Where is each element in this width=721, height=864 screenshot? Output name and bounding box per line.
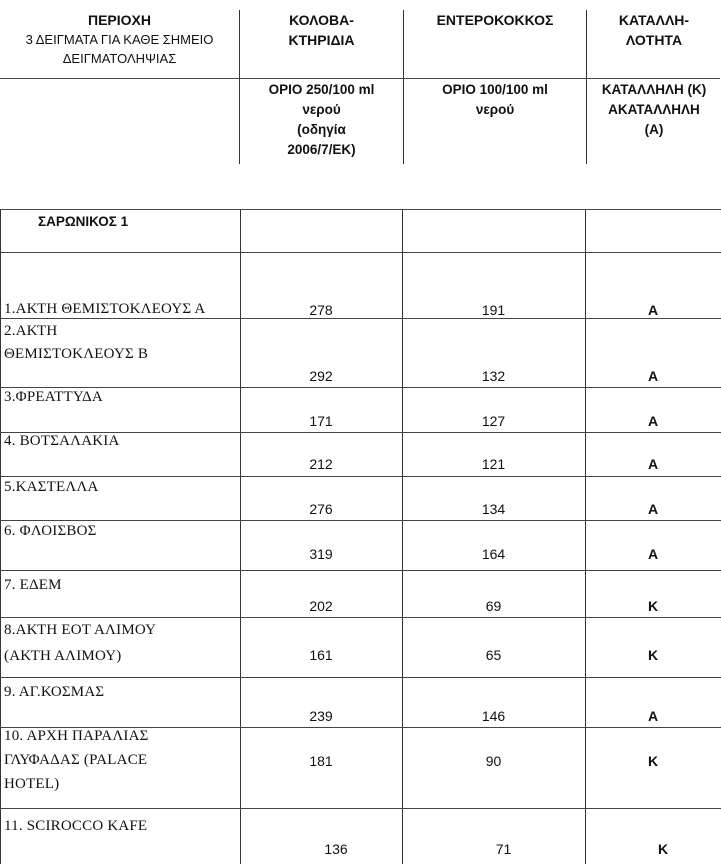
coliforms-limit-line: (οδηγία bbox=[297, 122, 346, 137]
table-row-rule bbox=[0, 677, 721, 678]
coliforms-limit-line: νερού bbox=[302, 102, 341, 117]
coliforms-value: 319 bbox=[309, 546, 333, 562]
coliforms-value: 239 bbox=[309, 708, 333, 724]
coliforms-value: 278 bbox=[309, 302, 333, 318]
area-column-subtitle: 3 ΔΕΙΓΜΑΤΑ ΓΙΑ ΚΑΘΕ ΣΗΜΕΙΟ bbox=[25, 32, 214, 47]
coliforms-limit-line: ΟΡΙΟ 250/100 ml bbox=[268, 82, 375, 97]
enterococcus-limit-line: ΟΡΙΟ 100/100 ml bbox=[442, 82, 548, 97]
suitability-value: Κ bbox=[647, 753, 659, 769]
location-name: 7. ΕΔΕΜ bbox=[4, 577, 62, 593]
suitability-value: Α bbox=[647, 546, 659, 562]
suitability-legend-line: ΑΚΑΤΑΛΛΗΛΗ bbox=[608, 102, 700, 117]
location-name: ΓΛΥΦΑΔΑΣ (PALACE bbox=[4, 752, 148, 768]
coliforms-value: 136 bbox=[324, 841, 348, 857]
enterococcus-value: 134 bbox=[481, 501, 506, 517]
location-name: 4. ΒΟΤΣΑΛΑΚΙΑ bbox=[4, 433, 120, 449]
suitability-value: Α bbox=[647, 368, 659, 384]
location-name: ΘΕΜΙΣΤΟΚΛΕΟΥΣ Β bbox=[4, 346, 149, 362]
enterococcus-limit bbox=[404, 80, 586, 120]
area-column-subtitle: ΔΕΙΓΜΑΤΟΛΗΨΙΑΣ bbox=[62, 51, 177, 66]
enterococcus-value: 69 bbox=[485, 598, 502, 614]
table-row-rule bbox=[0, 808, 721, 809]
suitability-value: Κ bbox=[647, 598, 659, 614]
coliforms-limit bbox=[240, 80, 403, 160]
suitability-legend-line: (Α) bbox=[644, 122, 664, 137]
coliforms-limit-line: 2006/7/ΕΚ) bbox=[287, 142, 356, 157]
location-name: 11. SCIROCCO KAFE bbox=[4, 818, 148, 834]
enterococcus-value: 65 bbox=[485, 647, 502, 663]
suitability-column-header bbox=[587, 10, 721, 50]
enterococcus-column-header bbox=[404, 10, 586, 30]
suitability-legend bbox=[587, 80, 721, 140]
enterococcus-value: 146 bbox=[481, 708, 506, 724]
area-column-header bbox=[0, 10, 239, 68]
suitability-value: Α bbox=[647, 413, 659, 429]
coliforms-title-line: ΚΤΗΡΙΔΙΑ bbox=[288, 32, 355, 48]
location-name: (ΑΚΤΗ ΑΛΙΜΟΥ) bbox=[4, 648, 122, 664]
suitability-value: Κ bbox=[647, 647, 659, 663]
coliforms-value: 292 bbox=[309, 368, 333, 384]
enterococcus-value: 121 bbox=[481, 456, 506, 472]
header-rule bbox=[0, 78, 720, 79]
suitability-legend-line: ΚΑΤΑΛΛΗΛΗ (Κ) bbox=[601, 82, 707, 97]
enterococcus-value: 132 bbox=[481, 368, 506, 384]
location-name: 2.ΑΚΤΗ bbox=[4, 323, 58, 339]
location-name: 1.ΑΚΤΗ ΘΕΜΙΣΤΟΚΛΕΟΥΣ Α bbox=[4, 301, 206, 317]
suitability-value: Α bbox=[647, 456, 659, 472]
location-name: HOTEL) bbox=[4, 776, 60, 792]
table-row-rule bbox=[0, 209, 721, 210]
coliforms-value: 171 bbox=[309, 413, 333, 429]
location-name: 9. ΑΓ.ΚΟΣΜΑΣ bbox=[4, 684, 105, 700]
location-name: 10. ΑΡΧΗ ΠΑΡΑΛΙΑΣ bbox=[4, 728, 149, 744]
suitability-value: Κ bbox=[657, 841, 669, 857]
suitability-title-line: ΚΑΤΑΛΛΗ- bbox=[618, 12, 690, 28]
coliforms-column-header bbox=[240, 10, 403, 50]
suitability-title-line: ΛΟΤΗΤΑ bbox=[625, 32, 683, 48]
suitability-value: Α bbox=[647, 302, 659, 318]
section-title: ΣΑΡΩΝΙΚΟΣ 1 bbox=[38, 214, 129, 229]
coliforms-value: 161 bbox=[309, 647, 333, 663]
suitability-value: Α bbox=[647, 708, 659, 724]
location-name: 8.ΑΚΤΗ ΕΟΤ ΑΛΙΜΟΥ bbox=[4, 622, 157, 638]
enterococcus-value: 90 bbox=[485, 753, 502, 769]
location-name: 3.ΦΡΕΑΤΤΥΔΑ bbox=[4, 389, 103, 405]
enterococcus-value: 71 bbox=[495, 841, 512, 857]
table-row-rule bbox=[0, 570, 721, 571]
table-row-rule bbox=[0, 252, 721, 253]
table-row-rule bbox=[0, 617, 721, 618]
coliforms-value: 276 bbox=[309, 501, 333, 517]
coliforms-value: 202 bbox=[309, 598, 333, 614]
enterococcus-limit-line: νερού bbox=[475, 102, 515, 117]
location-name: 5.ΚΑΣΤΕΛΛΑ bbox=[4, 479, 99, 495]
table-left-border bbox=[0, 209, 1, 864]
enterococcus-value: 191 bbox=[481, 302, 506, 318]
coliforms-value: 181 bbox=[309, 753, 333, 769]
location-name: 6. ΦΛΟΙΣΒΟΣ bbox=[4, 523, 97, 539]
enterococcus-value: 127 bbox=[481, 413, 506, 429]
coliforms-value: 212 bbox=[309, 456, 333, 472]
coliforms-title-line: ΚΟΛΟΒΑ- bbox=[289, 12, 354, 28]
area-column-title: ΠΕΡΙΟΧΗ bbox=[87, 12, 151, 28]
suitability-value: Α bbox=[647, 501, 659, 517]
enterococcus-value: 164 bbox=[481, 546, 506, 562]
enterococcus-title: ΕΝΤΕΡΟΚΟΚΚΟΣ bbox=[436, 12, 554, 28]
